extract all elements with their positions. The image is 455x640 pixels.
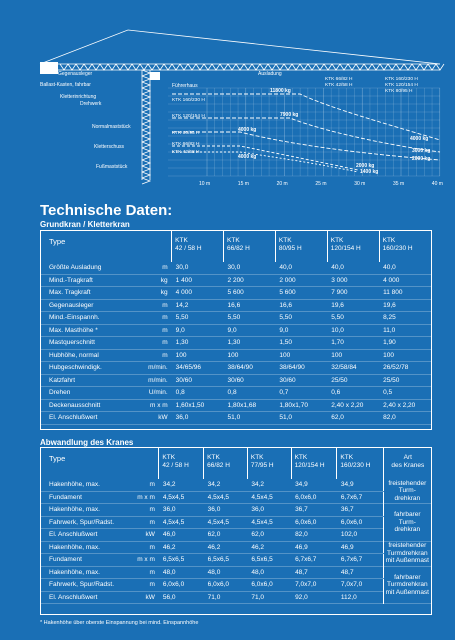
curve-66-82 (172, 146, 358, 170)
row-value: 1,30 (224, 337, 276, 350)
row-label: Hakenhöhe, max. (41, 541, 127, 554)
row-value: 19,6 (379, 299, 431, 312)
model-header (247, 448, 291, 479)
row-value: 46,9 (337, 541, 383, 554)
row-value: 6,0x6,0 (337, 516, 383, 529)
crane-type-line: freistehender (388, 542, 427, 550)
legend-80-95: KTK 80/95 H (385, 89, 413, 94)
row-value: 4,5x4,5 (247, 516, 291, 529)
row-label: Hakenhöhe, max. (41, 504, 127, 517)
row-value: 6,0x6,0 (247, 579, 291, 592)
section-subtitle: Grundkran / Kletterkran (40, 220, 130, 229)
row-value: 92,0 (291, 591, 337, 604)
model-header (204, 448, 248, 479)
row-value: 36,0 (172, 412, 224, 425)
row-value: 0,5 (379, 387, 431, 400)
row-value: 7,0x7,0 (337, 579, 383, 592)
model-prefix: KTK (207, 454, 220, 461)
crane-type-line: drehkran (394, 526, 421, 533)
model-prefix: KTK (175, 237, 188, 244)
crane-type-cell (383, 566, 431, 604)
model-prefix: KTK (162, 454, 176, 461)
ballast-block (40, 62, 58, 74)
model-header (291, 448, 337, 479)
row-label: Drehen (41, 387, 134, 400)
row-value: 51,0 (275, 412, 327, 425)
label-fussmast: Fußmaststück (96, 164, 128, 170)
row-value: 38/64/90 (275, 362, 327, 375)
table-row (41, 516, 431, 529)
row-value: 40,0 (327, 262, 379, 274)
row-value: 34,9 (291, 479, 337, 491)
row-label: El. Anschlußwert (41, 529, 127, 542)
x-tick-label: 10 m (199, 181, 211, 187)
crane-jib (40, 30, 444, 70)
table-row (41, 529, 431, 542)
row-value: 5 600 (275, 287, 327, 300)
model-prefix: KTK (382, 237, 396, 244)
row-value: 100 (275, 349, 327, 362)
model-name: 160/230 H (382, 245, 413, 252)
art-header-line: Art (403, 454, 412, 461)
row-value: 38/64/90 (224, 362, 276, 375)
label-ballast: Ballast-Kasten, fahrbar (40, 82, 91, 88)
row-label: Fahrwerk, Spur/Radst. (41, 516, 127, 529)
table-row (41, 491, 431, 504)
label-normalmast: Normalmaststück (92, 124, 131, 130)
label-kletterinrichtung: Kletterinrichtung (60, 94, 97, 100)
row-value: 11 800 (379, 287, 431, 300)
row-unit: m (134, 337, 171, 350)
load-label: 2000 kg (356, 163, 375, 169)
row-value: 48,0 (159, 566, 204, 579)
technical-data-table (41, 231, 431, 425)
row-value: 34,2 (204, 479, 248, 491)
row-unit: m x m (127, 554, 159, 567)
row-value: 100 (379, 349, 431, 362)
row-value: 10,0 (327, 324, 379, 337)
row-value: 6,7x6,7 (337, 554, 383, 567)
row-label: Hubgeschwindigk. (41, 362, 134, 375)
row-label: Fahrwerk, Spur/Radst. (41, 579, 127, 592)
row-value: 4,5x4,5 (204, 516, 248, 529)
row-value: 14,2 (172, 299, 224, 312)
model-prefix: KTK (294, 454, 308, 461)
row-value: 62,0 (327, 412, 379, 425)
model-header (224, 231, 276, 262)
row-value: 30/60 (275, 374, 327, 387)
load-label: 1400 kg (360, 169, 379, 175)
crane-type-line: mit Außenmast (385, 557, 429, 565)
table-row (41, 312, 431, 325)
table-row (41, 374, 431, 387)
row-value: 48,7 (291, 566, 337, 579)
row-value: 34,2 (159, 479, 204, 491)
row-value: 4,5x4,5 (247, 491, 291, 504)
row-value: 4,5x4,5 (159, 491, 204, 504)
row-unit: m/min. (134, 362, 171, 375)
row-value: 1,80x1,68 (224, 399, 276, 412)
row-value: 100 (172, 349, 224, 362)
crane-type-line: Turmdrehkran (387, 549, 428, 557)
row-value: 2 000 (275, 274, 327, 287)
art-header (383, 448, 431, 479)
x-tick-label: 40 m (431, 181, 443, 187)
legend-66-82: KTK 66/82 H (325, 77, 353, 82)
label-fuehrerhaus: Führerhaus (172, 83, 198, 89)
row-label: Max. Masthöhe * (41, 324, 134, 337)
row-value: 2 200 (224, 274, 276, 287)
row-value: 30,0 (172, 262, 224, 274)
table-row (41, 274, 431, 287)
row-unit: m (134, 324, 171, 337)
row-value: 36,0 (247, 504, 291, 517)
row-value: 6,7x6,7 (337, 491, 383, 504)
row-value: 40,0 (379, 262, 431, 274)
model-prefix: KTK (330, 237, 344, 244)
row-unit: m/min. (134, 374, 171, 387)
row-value: 48,7 (337, 566, 383, 579)
row-value: 2,40 x 2,20 (379, 399, 431, 412)
row-unit: m (127, 516, 159, 529)
row-value: 32/58/84 (327, 362, 379, 375)
crane-type-line: Turmdrehkran (387, 581, 428, 588)
row-unit: m (127, 579, 159, 592)
row-value: 46,9 (291, 541, 337, 554)
row-value: 100 (224, 349, 276, 362)
row-value: 8,25 (379, 312, 431, 325)
table-row (41, 287, 431, 300)
row-unit: m (127, 504, 159, 517)
row-value: 51,0 (224, 412, 276, 425)
crane-variants-table (41, 448, 431, 604)
load-label: 4000 kg (238, 127, 257, 133)
crane-type-line: fahrbarer (394, 511, 421, 518)
table-row (41, 399, 431, 412)
model-prefix: KTK (278, 237, 292, 244)
label-gegenausleger: Gegenausleger (58, 71, 93, 77)
row-value: 102,0 (337, 529, 383, 542)
row-value: 36,7 (337, 504, 383, 517)
x-tick-label: 30 m (354, 181, 366, 187)
row-value: 36,0 (159, 504, 204, 517)
table-row (41, 591, 431, 604)
row-unit: kW (127, 529, 159, 542)
x-tick-label: 25 m (315, 181, 327, 187)
table-header-row (41, 448, 431, 479)
crane-type-cell (383, 504, 431, 542)
row-value: 36,0 (204, 504, 248, 517)
table-row (41, 362, 431, 375)
model-header (337, 448, 383, 479)
row-value: 19,6 (327, 299, 379, 312)
technical-data-panel (40, 230, 432, 430)
row-value: 1,80x1,70 (275, 399, 327, 412)
curve-42-58 (172, 152, 358, 172)
row-value: 6,7x6,7 (291, 554, 337, 567)
row-unit: kg (134, 274, 171, 287)
model-name: 160/230 H (340, 462, 371, 469)
row-value: 9,0 (172, 324, 224, 337)
curve-160-230 (172, 94, 440, 140)
x-tick-label: 35 m (393, 181, 405, 187)
row-value: 5,50 (172, 312, 224, 325)
row-value: 34,2 (247, 479, 291, 491)
row-label: El. Anschlußwert (41, 591, 127, 604)
row-value: 5 600 (224, 287, 276, 300)
type-header: Type (49, 454, 66, 463)
row-unit: m (134, 262, 171, 274)
row-label: Mind.-Einspannh. (41, 312, 134, 325)
model-header (159, 448, 204, 479)
fuehrerhaus-cab (150, 72, 160, 80)
model-header (327, 231, 379, 262)
row-value: 62,0 (247, 529, 291, 542)
crane-mast (142, 70, 150, 184)
footnote: * Hakenhöhe über oberste Einspannung bei mind. Einspannhöhe (40, 620, 199, 626)
crane-load-diagram (0, 0, 455, 200)
curve-120-154 (172, 118, 440, 152)
section-title-abwandlung: Abwandlung des Kranes (40, 438, 134, 447)
model-prefix: KTK (250, 454, 264, 461)
table-row (41, 479, 431, 491)
row-label: Mind.-Tragkraft (41, 274, 134, 287)
curve-label-160-230: KTK 160/230 H (172, 98, 205, 103)
table-row (41, 579, 431, 592)
row-label: Mastquerschnitt (41, 337, 134, 350)
row-value: 100 (327, 349, 379, 362)
row-value: 16,6 (275, 299, 327, 312)
row-value: 82,0 (379, 412, 431, 425)
row-value: 4 000 (379, 274, 431, 287)
crane-type-line: mit Außenmast (385, 588, 429, 596)
row-value: 0,8 (172, 387, 224, 400)
row-value: 1,60x1,50 (172, 399, 224, 412)
x-tick-label: 15 m (237, 181, 249, 187)
crane-type-line: Turm- (398, 518, 416, 526)
row-value: 46,2 (204, 541, 248, 554)
table-row (41, 412, 431, 425)
table-row (41, 337, 431, 350)
row-label: Deckenausschnitt (41, 399, 134, 412)
row-value: 6,5x6,5 (247, 554, 291, 567)
model-name: 66/82 H (227, 245, 250, 252)
row-value: 16,6 (224, 299, 276, 312)
label-drehwerk: Drehwerk (80, 101, 102, 107)
row-value: 5,50 (327, 312, 379, 325)
row-unit: kg (134, 287, 171, 300)
row-label: Fundament (41, 554, 127, 567)
row-value: 6,0x6,0 (159, 579, 204, 592)
crane-type-cell (383, 541, 431, 566)
row-label: Max. Tragkraft (41, 287, 134, 300)
row-value: 4,5x4,5 (204, 491, 248, 504)
row-value: 82,0 (291, 529, 337, 542)
row-value: 34,9 (337, 479, 383, 491)
row-value: 7,0x7,0 (291, 579, 337, 592)
row-value: 62,0 (204, 529, 248, 542)
model-header (275, 231, 327, 262)
table-row (41, 504, 431, 517)
row-unit: m (127, 566, 159, 579)
model-name: 80/95 H (278, 245, 302, 252)
row-value: 48,0 (204, 566, 248, 579)
row-label: Hakenhöhe, max. (41, 566, 127, 579)
table-row (41, 554, 431, 567)
model-header (172, 231, 224, 262)
model-prefix: KTK (340, 454, 354, 461)
load-label: 2000 kg (412, 156, 431, 162)
row-value: 0,8 (224, 387, 276, 400)
crane-variants-panel (40, 447, 432, 615)
load-label: 4000 kg (410, 136, 429, 142)
row-value: 9,0 (275, 324, 327, 337)
row-value: 6,0x6,0 (291, 491, 337, 504)
row-value: 30/60 (172, 374, 224, 387)
row-value: 4 000 (172, 287, 224, 300)
curve-label-80-95: KTK 80/95 H (172, 131, 200, 136)
legend-120-154: KTK 120/154 H (385, 83, 418, 88)
x-tick-label: 20 m (276, 181, 288, 187)
row-value: 71,0 (247, 591, 291, 604)
legend-42-58: KTK 42/58 H (325, 83, 353, 88)
row-value: 48,0 (247, 566, 291, 579)
table-row (41, 541, 431, 554)
row-label: Größte Ausladung (41, 262, 134, 274)
row-value: 26/52/78 (379, 362, 431, 375)
row-unit: m x m (134, 399, 171, 412)
row-value: 46,2 (159, 541, 204, 554)
type-header: Type (49, 237, 66, 246)
row-value: 1 400 (172, 274, 224, 287)
row-unit: m (134, 312, 171, 325)
row-value: 46,0 (159, 529, 204, 542)
row-value: 1,70 (327, 337, 379, 350)
load-label: 3000 kg (412, 148, 431, 154)
load-label: 7900 kg (280, 112, 299, 118)
table-row (41, 324, 431, 337)
curve-label-42-58: KTK 42/58 H (172, 150, 200, 155)
row-unit: kW (127, 591, 159, 604)
row-unit: U/min. (134, 387, 171, 400)
crane-type-cell (383, 479, 431, 504)
page-title: Technische Daten: (40, 202, 173, 219)
row-value: 56,0 (159, 591, 204, 604)
row-label: Hakenhöhe, max. (41, 479, 127, 491)
row-value: 0,6 (327, 387, 379, 400)
crane-type-line: drehkran (394, 494, 421, 502)
row-label: Fundament (41, 491, 127, 504)
row-value: 1,30 (172, 337, 224, 350)
load-label: 11800 kg (270, 88, 291, 94)
row-value: 1,50 (275, 337, 327, 350)
table-row (41, 387, 431, 400)
row-value: 46,2 (247, 541, 291, 554)
row-value: 3 000 (327, 274, 379, 287)
row-value: 30/60 (224, 374, 276, 387)
row-value: 2,40 x 2,20 (327, 399, 379, 412)
row-value: 11,0 (379, 324, 431, 337)
row-value: 25/50 (379, 374, 431, 387)
model-name: 120/154 H (294, 462, 325, 469)
model-name: 42 / 58 H (175, 245, 202, 252)
row-value: 6,0x6,0 (204, 579, 248, 592)
table-row (41, 349, 431, 362)
row-value: 25/50 (327, 374, 379, 387)
row-value: 30,0 (224, 262, 276, 274)
row-value: 9,0 (224, 324, 276, 337)
x-axis-ticks (199, 181, 443, 187)
table-header-row (41, 231, 431, 262)
row-unit: m x m (127, 491, 159, 504)
row-unit: m (127, 479, 159, 491)
row-value: 112,0 (337, 591, 383, 604)
legend-160-230: KTK 160/230 H (385, 77, 418, 82)
model-prefix: KTK (227, 237, 240, 244)
row-unit: m (134, 299, 171, 312)
row-value: 5,50 (224, 312, 276, 325)
row-label: Hubhöhe, normal (41, 349, 134, 362)
row-unit: kW (134, 412, 171, 425)
row-label: Katzfahrt (41, 374, 134, 387)
crane-type-line: Turm- (398, 487, 416, 495)
row-value: 6,0x6,0 (291, 516, 337, 529)
row-value: 6,5x6,5 (159, 554, 204, 567)
row-unit: m (134, 349, 171, 362)
table-row (41, 262, 431, 274)
art-header-line: des Kranes (391, 462, 425, 469)
row-value: 34/65/96 (172, 362, 224, 375)
row-label: Gegenausleger (41, 299, 134, 312)
label-ausladung: Ausladung (258, 71, 282, 77)
model-name: 77/95 H (250, 462, 274, 469)
label-kletterschuss: Kletterschuss (94, 144, 125, 150)
row-value: 36,7 (291, 504, 337, 517)
row-value: 5,50 (275, 312, 327, 325)
table-row (41, 566, 431, 579)
load-label: 4000 kg (238, 154, 257, 160)
model-header (379, 231, 431, 262)
model-name: 66/82 H (207, 462, 230, 469)
row-value: 7 900 (327, 287, 379, 300)
crane-type-line: fahrbarer (394, 573, 421, 581)
curve-label-120-154: KTK 120/154 H (172, 114, 205, 119)
row-value: 1,90 (379, 337, 431, 350)
table-row (41, 299, 431, 312)
row-value: 4,5x4,5 (159, 516, 204, 529)
row-value: 0,7 (275, 387, 327, 400)
model-name: 120/154 H (330, 245, 361, 252)
model-name: 42 / 58 H (162, 462, 189, 469)
load-curves (172, 94, 440, 172)
row-unit: m (127, 541, 159, 554)
row-value: 71,0 (204, 591, 248, 604)
row-value: 6,5x6,5 (204, 554, 248, 567)
crane-type-line: freistehender (388, 479, 427, 487)
row-value: 40,0 (275, 262, 327, 274)
curve-label-66-82: KTK 66/82 H (172, 142, 200, 147)
row-label: El. Anschlußwert (41, 412, 134, 425)
